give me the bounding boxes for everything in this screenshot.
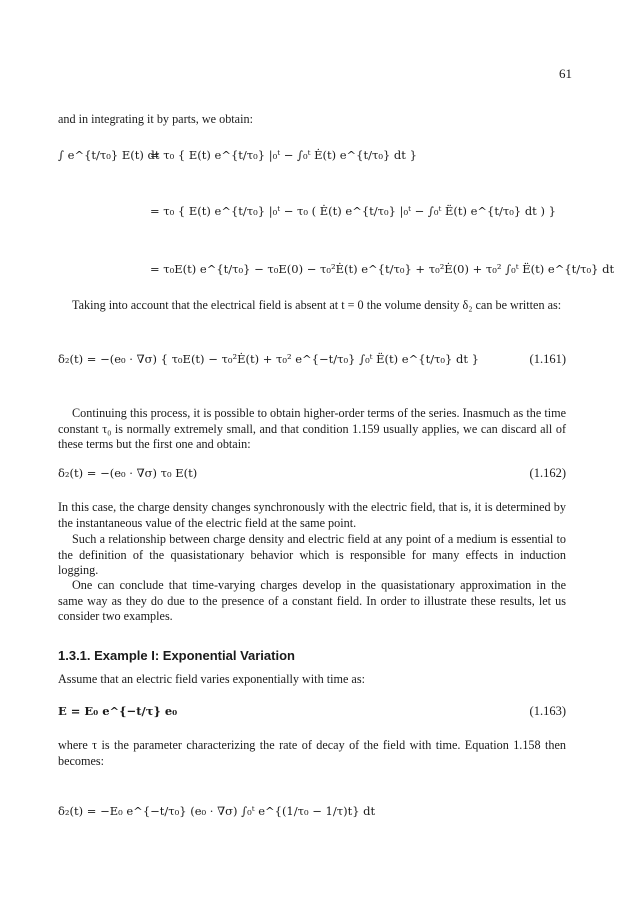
equation-1-161: [58, 352, 566, 374]
equation-final: [58, 804, 566, 826]
section-heading: 1.3.1. Example I: Exponential Variation: [58, 648, 295, 663]
paragraph-2: Continuing this process, it is possible to obtain higher-order terms of the series. Inasmuch as the time constant τ₀ is normally extremely small, and that condition 1.159 usually applies, we can discard all of these terms but the first one and obtain:: [58, 406, 566, 452]
paragraph-3: In this case, the charge density changes synchronously with the electric field, that is, it is determined by the instantaneous value of the electric field at the same point.: [58, 500, 566, 530]
paragraph-4: Such a relationship between charge density and electric field at any point of a medium is essential to the definition of the quasistationary behavior which is responsible for many effects in induction logging.: [58, 532, 566, 578]
derivation-lhs: ∫ e^{t/τ₀} E(t) dt: [58, 148, 160, 162]
paragraph-1: Taking into account that the electrical field is absent at t = 0 the volume density δ₂ can be written as:: [72, 298, 562, 312]
equation-1-162: [58, 466, 566, 488]
equation-1-163: [58, 704, 566, 726]
equation-number: (1.162): [529, 466, 566, 480]
equation-expression: δ₂(t) = −(e₀ · ∇σ) τ₀ E(t): [58, 466, 198, 480]
paragraph-7: where τ is the parameter characterizing the rate of decay of the field with time. Equation 1.158 then becomes:: [58, 738, 566, 768]
derivation-line-2: = τ₀ { E(t) e^{t/τ₀} |₀ᵗ − τ₀ ( Ė(t) e^{t/τ₀} |₀ᵗ − ∫₀ᵗ Ë(t) e^{t/τ₀} dt ) }: [150, 204, 556, 218]
derivation-line-3: = τ₀E(t) e^{t/τ₀} − τ₀E(0) − τ₀²Ė(t) e^{t/τ₀} + τ₀²Ė(0) + τ₀² ∫₀ᵗ Ë(t) e^{t/τ₀} dt: [150, 262, 615, 276]
equation-expression: δ₂(t) = −(e₀ · ∇σ) { τ₀E(t) − τ₀²Ė(t) + τ₀² e^{−t/τ₀} ∫₀ᵗ Ë(t) e^{t/τ₀} dt }: [58, 352, 479, 366]
intro-text: and in integrating it by parts, we obtain:: [58, 112, 253, 126]
equation-number: (1.161): [529, 352, 566, 366]
derivation-line-1: = τ₀ { E(t) e^{t/τ₀} |₀ᵗ − ∫₀ᵗ Ė(t) e^{t/τ₀} dt }: [150, 148, 417, 162]
equation-expression: δ₂(t) = −E₀ e^{−t/τ₀} (e₀ · ∇σ) ∫₀ᵗ e^{(1/τ₀ − 1/τ)t} dt: [58, 804, 376, 818]
paragraph-6: Assume that an electric field varies exponentially with time as:: [58, 672, 365, 686]
paragraph-5: One can conclude that time-varying charges develop in the quasistationary approximation in the same way as they do due to the presence of a constant field. In order to illustrate these results, let us consider two examples.: [58, 578, 566, 624]
equation-number: (1.163): [529, 704, 566, 718]
equation-expression: E = E₀ e^{−t/τ} e₀: [58, 704, 178, 718]
page-number: 61: [559, 66, 572, 81]
